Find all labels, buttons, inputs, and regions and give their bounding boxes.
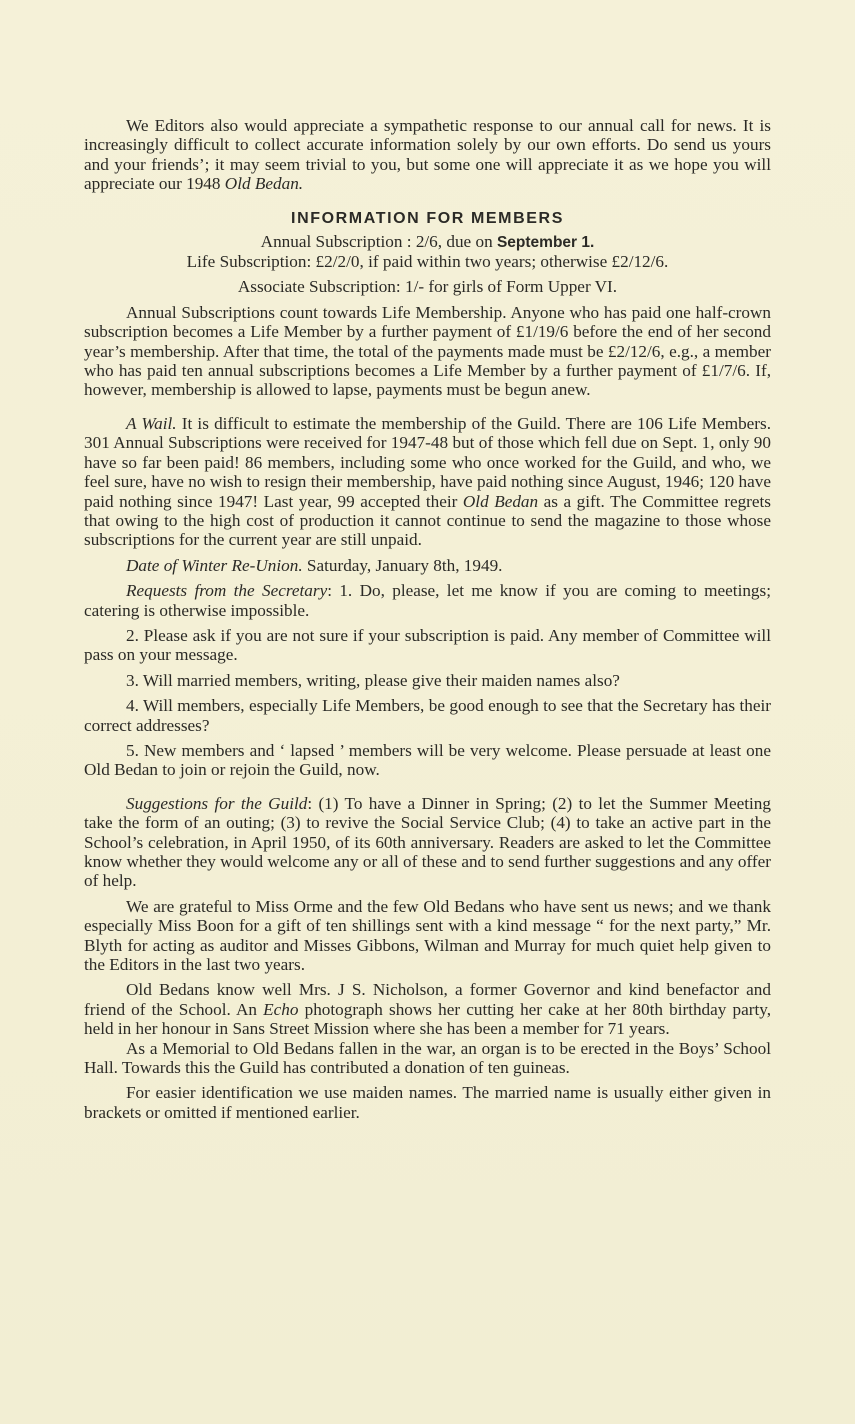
wail-paragraph [84,414,771,550]
associate-subscription-line: Associate Subscription: 1/- for girls of Form Upper VI. [237,277,618,297]
requests-item-5: 5. New members and ‘ lapsed ’ members will be very welcome. Please persuade at least one Old Bedan to join or rejoin the Guild, now. [84,740,771,780]
memorial-paragraph: As a Memorial to Old Bedans fallen in the war, an organ is to be erected in the Boys’ School Hall. Towards this the Guild has contributed a donation of ten guineas. [84,1038,771,1078]
annual-subscription-date: September 1. [496,233,595,251]
nicholson-paragraph [84,980,771,1038]
annual-subscription-line [84,232,771,252]
grateful-paragraph: We are grateful to Miss Orme and the few Old Bedans who have sent us news; and we thank especially Miss Boon for a gift of ten shillings sent with a kind message “ for the next party,” Mr. Blyth for acting as auditor and Misses Gibbons, Wilman and Murray for much quiet help given to the Editors in the last two years. [84,896,771,975]
section-heading: INFORMATION FOR MEMBERS [291,209,564,227]
wail-text-c: as a gift. The Committee regrets that owing to the high cost of production it cannot continue to send the magazine to those whose subscriptions for the current year are still unpaid. [84,491,771,550]
intro-text: We Editors also would appreciate a sympathetic response to our annual call for news. It is increasingly difficult to collect accurate information solely by our own efforts. Do send us yours and your friends’; it may seem trivial to you, but some one will appreciate it as we hope you will appreciate our 1948 [84,116,771,194]
reunion-text: Saturday, January 8th, 1949. [302,555,503,575]
intro-paragraph [84,116,771,194]
requests-item-1 [84,581,771,620]
suggestions-label: Suggestions for the Guild [126,793,308,813]
life-subscription-line: Life Subscription: £2/2/0, if paid within two years; otherwise £2/12/6. [186,252,669,272]
reunion-label: Date of Winter Re-Union. [126,555,303,575]
requests-item-3: 3. Will married members, writing, please give their maiden names also? [126,670,620,690]
nicholson-echo-ref: Echo [263,999,299,1019]
wail-text-a: It is difficult to estimate the membership of the Guild. There are 106 Life Members. 301 Annual Subscriptions were received for 1947-48 but of those which fell due on Sept. 1, only 90 have so far been paid! 86 members, including some who once worked for the Guild, and who, we feel sure, have no wish to resign their membership, have paid nothing since August, 1946; 120 have paid nothing since 1947! Last year, 99 accepted their [84,413,771,511]
requests-label: Requests from the Secretary [126,581,328,601]
reunion-paragraph [84,556,771,575]
intro-title-ref: Old Bedan. [224,174,304,194]
requests-item-1-text: : 1. Do, please, let me know if you are coming to meetings; catering is otherwise impossible. [84,581,771,620]
wail-label: A Wail. [126,413,177,433]
nicholson-text-c: photograph shows her cutting her cake at her 80th birthday party, held in her honour in Sans Street Mission where she has been a member for 71 years. [84,999,772,1039]
counts-paragraph: Annual Subscriptions count towards Life Membership. Anyone who has paid one half-crown subscription becomes a Life Member by a further payment of £1/19/6 before the end of her second year’s membership. After that time, the total of the payments made must be £2/12/6, e.g., a member who has paid ten annual subscriptions becomes a Life Member by a further payment of £1/7/6. If, however, membership is allowed to lapse, payments must be begun anew. [84,302,771,400]
requests-item-4: 4. Will members, especially Life Members, be good enough to see that the Secretary has their correct addresses? [84,696,771,735]
requests-item-2: 2. Please ask if you are not sure if your subscription is paid. Any member of Committee will pass on your message. [84,625,771,665]
maiden-names-paragraph: For easier identification we use maiden names. The married name is usually either given in brackets or omitted if mentioned earlier. [84,1083,771,1122]
nicholson-text-a: Old Bedans know well Mrs. J S. Nicholson, a former Governor and kind benefactor and friend of the School. An [84,980,771,1019]
suggestions-text: : (1) To have a Dinner in Spring; (2) to let the Summer Meeting take the form of an outing; (3) to revive the Social Service Club; (4) to take an active part in the School’s celebration, in April 1950, of its 60th anniversary. Readers are asked to let the Committee know whether they would welcome any or all of these and to send further suggestions and any offer of help. [84,793,771,891]
annual-subscription-text: Annual Subscription : 2/6, due on [260,231,497,251]
wail-title-ref: Old Bedan [462,491,539,511]
suggestions-paragraph [84,794,771,891]
